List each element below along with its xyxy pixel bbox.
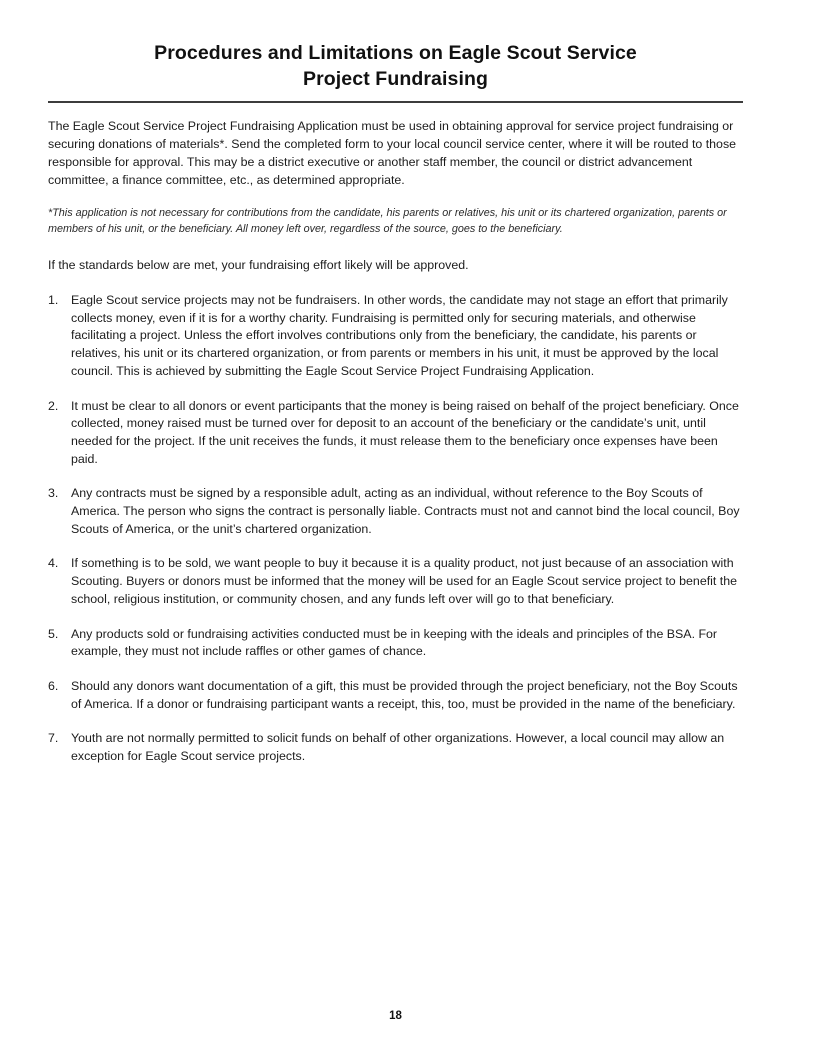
list-item xyxy=(48,398,743,469)
list-item-number: 7. xyxy=(48,731,59,746)
title-rule xyxy=(48,101,743,103)
list-item-number: 5. xyxy=(48,626,59,641)
list-item xyxy=(48,292,743,381)
list-item-text: Any contracts must be signed by a responsible adult, acting as an individual, without reference to the Boy Scouts of America. The person who signs the contract is personally liable. Contracts must not and cannot bind the local council, Boy Scouts of America, or the unit’s chartered organization. xyxy=(71,486,740,536)
list-item-text: It must be clear to all donors or event participants that the money is being raised on behalf of the project beneficiary. Once collected, money raised must be turned over for deposit to an account of the beneficiary or the candidate’s unit, until needed for the project. If the unit receives the funds, it must release them to the beneficiary once expenses have been paid. xyxy=(71,398,739,466)
footnote-paragraph: *This application is not necessary for contributions from the candidate, his parents or relatives, his unit or its chartered organization, parents or members of his unit, or the beneficiary. All money left over, regardless of the source, goes to the beneficiary. xyxy=(48,207,727,235)
page-number: 18 xyxy=(389,1010,402,1022)
list-item-number: 4. xyxy=(48,556,59,571)
list-item-text: Any products sold or fundraising activities conducted must be in keeping with the ideals and principles of the BSA. For example, they must not include raffles or other games of chance. xyxy=(71,626,718,659)
standards-intro: If the standards below are met, your fundraising effort likely will be approved. xyxy=(48,258,469,272)
list-item xyxy=(48,626,743,661)
list-item xyxy=(48,555,743,608)
list-item-number: 6. xyxy=(48,678,59,693)
page-title-line-2: Project Fundraising xyxy=(302,68,488,90)
page-title-line-1: Procedures and Limitations on Eagle Scout Service xyxy=(154,42,637,64)
standards-list xyxy=(48,292,743,766)
page-title xyxy=(48,40,743,92)
list-item-text: Should any donors want documentation of a gift, this must be provided through the project beneficiary, not the Boy Scouts of America. If a donor or fundraising participant wants a receipt, this, too, must be provided in the name of the beneficiary. xyxy=(71,678,738,711)
list-item-text: Youth are not normally permitted to solicit funds on behalf of other organizations. However, a local council may allow an exception for Eagle Scout service projects. xyxy=(71,731,725,764)
list-item xyxy=(48,485,743,538)
list-item xyxy=(48,678,743,713)
intro-paragraph: The Eagle Scout Service Project Fundraising Application must be used in obtaining approval for service project fundraising or securing donations of materials*. Send the completed form to your local council service center, where it will be routed to those responsible for approval. This may be a district executive or another staff member, the council or district advancement committee, a finance committee, etc., as determined appropriate. xyxy=(48,119,737,187)
list-item-text: If something is to be sold, we want people to buy it because it is a quality product, not just because of an association with Scouting. Buyers or donors must be informed that the money will be used for an Eagle Scout service project to benefit the school, religious institution, or community chosen, and any funds left over will go to that beneficiary. xyxy=(71,556,738,606)
list-item-number: 2. xyxy=(48,398,59,413)
list-item-number: 1. xyxy=(48,293,59,307)
list-item xyxy=(48,730,743,765)
list-item-number: 3. xyxy=(48,486,59,501)
list-item-text: Eagle Scout service projects may not be fundraisers. In other words, the candidate may not stage an effort that primarily collects money, even if it is for a worthy charity. Fundraising is permitted only for securing materials, and otherwise facilitating a project. Unless the effort involves contributions only from the beneficiary, the candidate, his parents or relatives, his unit or its chartered organization, or from parents or members in his unit, it must be approved by the local council. This is achieved by submitting the Eagle Scout Service Project Fundraising Application. xyxy=(71,293,728,378)
